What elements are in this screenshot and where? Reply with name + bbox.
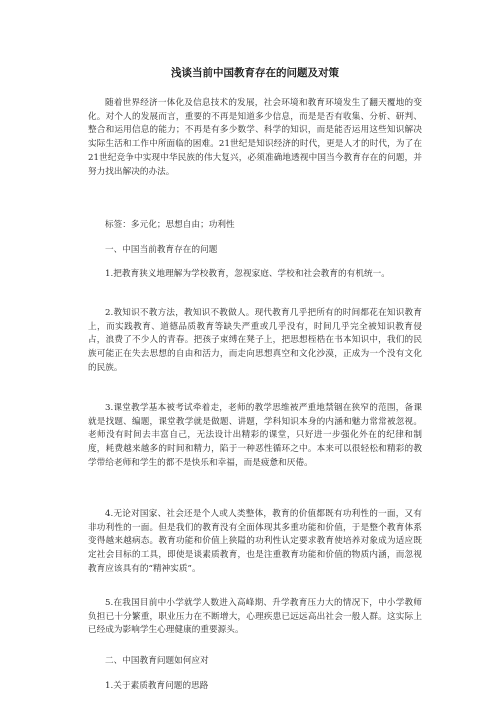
tags-line: 标签：多元化；思想自由；功利性 (105, 220, 235, 230)
section-1-heading: 一、中国当前教育存在的问题 (105, 245, 218, 255)
document-title: 浅谈当前中国教育存在的问题及对策 (171, 67, 339, 79)
abstract-paragraph: 随着世界经济一体化及信息技术的发展，社会环境和教育环境发生了翻天覆地的变化。对个人的发展而言，重要的不再是知道多少信息，而是是否有收集、分析、研判、整合和运用信息的能力；不再是有多少数学、科学的知识，而是能否运用这些知识解决实际生活和工作中所面临的困难。21世纪是知识经济的时代，更是人才的时代，为了在21世纪竞争中实现中华民族的伟大复兴，必须准确地透视中国当今教育存在的问题，并努力找出解决的办法。 (88, 98, 422, 177)
document-page (88, 0, 422, 707)
paragraph-4: 4.无论对国家、社会还是个人或人类整体，教育的价值都既有功利性的一面，又有非功利性的一面。但是我们的教育没有全面体现其多重功能和价值，于是整个教育体系变得越来越病态。教育功能和价值上狭隘的功利性认定要求教育使培养对象成为适应既定社会目标的工具，即使是谈素质教育，也是注重教育功能和价值的物质内涵，而忽视教育应该具有的“精神实质”。 (88, 509, 422, 574)
paragraph-2: 2.教知识不教方法，教知识不教做人。现代教育几乎把所有的时间都花在知识教育上，而实践教育、道德品质教育等缺失严重或几乎没有，时间几乎完全被知识教育侵占，浪费了不少人的青春。把孩子束缚在凳子上，把思想桎梏在书本知识中，我们的民族可能正在失去思想的自由和活力，而走向思想真空和文化沙漠，正成为一个没有文化的民族。 (88, 308, 422, 373)
section-2-heading: 二、中国教育问题如何应对 (105, 656, 209, 666)
paragraph-5: 5.在我国目前中小学就学人数进入高峰期、升学教育压力大的情况下，中小学教师负担已十分繁重，职业压力在不断增大，心理疾患已远远高出社会一般人群。这实际上已经成为影响学生心理健康的重要源头。 (88, 598, 422, 636)
subsection-1-heading: 1.关于素质教育问题的思路 (105, 681, 209, 691)
paragraph-1: 1.把教育狭义地理解为学校教育，忽视家庭、学校和社会教育的有机统一。 (105, 269, 390, 279)
paragraph-3: 3.课堂教学基本被考试牵着走，老师的教学思维被严重地禁锢在狭窄的范围，备课就是找题、编题，课堂教学就是做题、讲题，学科知识本身的内涵和魅力常常被忽视。老师没有时间去丰富自己，无法设计出精彩的课堂，只好进一步强化外在的纪律和制度，耗费越来越多的时间和精力，陷于一种恶性循环之中。本来可以很轻松和精彩的教学带给老师和学生的都不是快乐和幸福，而是疲惫和厌倦。 (88, 403, 422, 468)
